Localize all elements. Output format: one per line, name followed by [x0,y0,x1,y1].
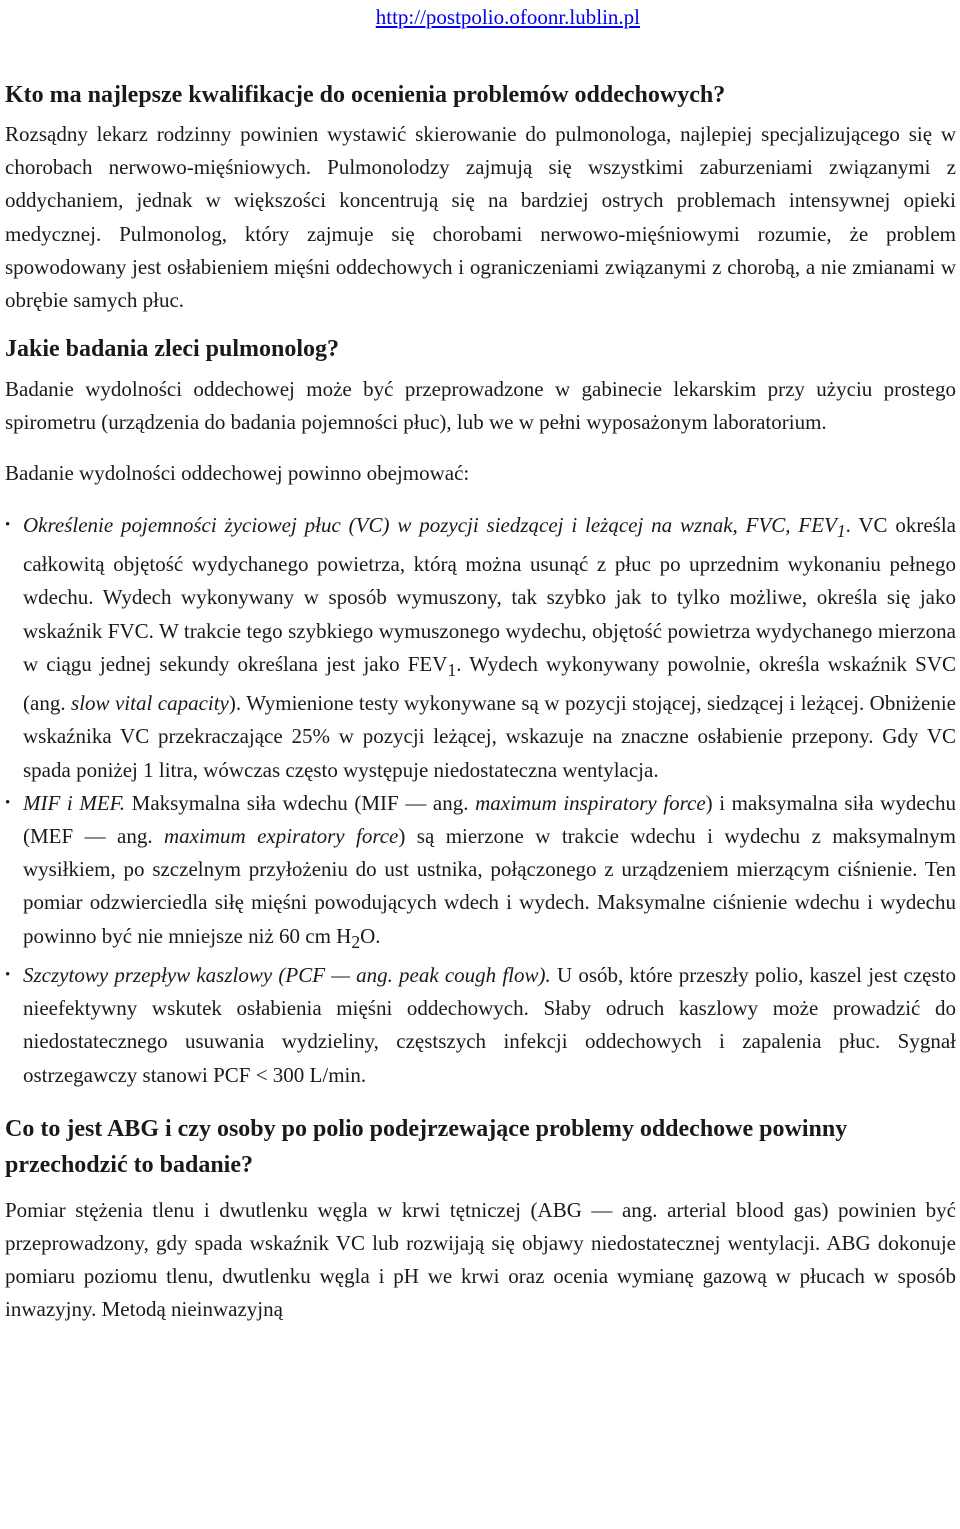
bullet-icon: • [5,516,11,533]
mif-text2: ) i maksymalna siła wydechu (MEF — ang. [23,790,956,849]
list-item-mif-mef [5,787,956,959]
mif-sub: 2 [351,931,361,952]
vc-text3: ). Wymienione testy wykonywane są w pozycji stojącej, siedzącej i leżącej. Obniżenie wskaźnika VC przekraczające 25% w pozycji leżącej, wskazuje na znaczne osłabienie przepony. Gdy VC spada poniżej 1 litra, wówczas często występuje niedostateczna wentylacja. [23,691,956,782]
vc-text1: . VC określa całkowitą objętość wydychanego powietrza, którą można usunąć z płuc po uprzednim wykonaniu pełnego wdechu. Wydech wykonywany w sposób wymuszony, tak szybko jak to tylko możliwe, określa się jako wskaźnik FVC. W trakcie tego szybkiego wymuszonego wydechu, objętość powietrza wydychanego mierzona w ciągu jednej sekundy określana jest jako FEV [23,512,957,676]
mif-lead: MIF i MEF. [23,790,126,815]
vc-text2: . Wydech wykonywany powolnie, określa wskaźnik SVC (ang. [23,651,957,716]
section-heading-qualifications: Kto ma najlepsze kwalifikacje do ocenienia problemów oddechowych? [5,82,726,108]
document-page [5,0,956,1327]
pcf-text1: U osób, które przeszły polio, kaszel jest często nieefektywny wskutek osłabienia mięśni oddechowych. Słaby odruch kaszlowy może prowadzić do niedostatecznego usuwania wydzieliny, częstszych infekcji oddechowych i zapalenia płuc. Sygnał ostrzegawczy stanowi PCF < 300 L/min. [23,963,957,1087]
header-url-link[interactable]: http://postpolio.ofoonr.lublin.pl [375,5,640,29]
pcf-lead: Szczytowy przepływ kaszlowy (PCF — ang. peak cough flow). [23,963,551,988]
mif-italic2: maximum expiratory force [164,824,399,849]
vc-lead-sub: 1 [836,521,846,542]
paragraph-tests-intro: Badanie wydolności oddechowej powinno obejmować: [5,460,470,485]
bullet-icon: • [5,794,11,811]
list-item-vc [5,509,956,787]
vc-italic: slow vital capacity [71,691,229,716]
section-heading-tests: Jakie badania zleci pulmonolog? [5,336,340,363]
list-item-pcf [5,959,956,1092]
paragraph-qualifications: Rozsądny lekarz rodzinny powinien wystawić skierowanie do pulmonologa, najlepiej specjalizującego się w chorobach nerwowo-mięśniowych. Pulmonolodzy zajmują się wszystkimi zaburzeniami związanymi z oddychaniem, jednak w większości koncentrują się na bardziej ostrych problemach intensywnej opieki medycznej. Pulmonolog, który zajmuje się chorobami nerwowo-mięśniowymi rozumie, że problem spowodowany jest osłabieniem mięśni oddechowych i ograniczeniami związanymi z chorobą, a nie zmianami w obrębie samych płuc. [5,122,956,313]
section-heading-abg: Co to jest ABG i czy osoby po polio podejrzewające problemy oddechowe powinny przechodzić to badanie? [5,1115,848,1178]
mif-text3: ) są mierzone w trakcie wdechu i wydechu z maksymalnym wysiłkiem, po szczelnym przyłożeniu do ust ustnika, połączonego z urządzeniem mierzącym ciśnienie. Ten pomiar odzwierciedla siłę mięśni powodujących wdech i wydech. Maksymalne ciśnienie wdechu i wydechu powinno być nie mniejsze niż 60 cm H [23,824,956,948]
mif-text1: Maksymalna siła wdechu (MIF — ang. [125,790,476,815]
vc-sub: 1 [447,660,457,681]
paragraph-spirometry: Badanie wydolności oddechowej może być przeprowadzone w gabinecie lekarskim przy użyciu prostego spirometru (urządzenia do badania pojemności płuc), lub we w pełni wyposażonym laboratorium. [5,377,956,435]
tests-list [5,509,956,1092]
mif-italic1: maximum inspiratory force [475,790,706,815]
bullet-icon: • [5,967,11,984]
paragraph-abg: Pomiar stężenia tlenu i dwutlenku węgla w krwi tętniczej (ABG — ang. arterial blood gas) powinien być przeprowadzony, gdy spada wskaźnik VC lub rozwijają się objawy niedostatecznej wentylacji. ABG dokonuje pomiaru poziomu tlenu, dwutlenku węgla i pH we krwi oraz ocenia wymianę gazową w płucach w sposób inwazyjny. Metodą nieinwazyjną [5,1197,956,1322]
vc-lead: Określenie pojemności życiowej płuc (VC) w pozycji siedzącej i leżącej na wznak, FVC, FEV [23,512,837,537]
mif-text4: O. [360,923,381,948]
